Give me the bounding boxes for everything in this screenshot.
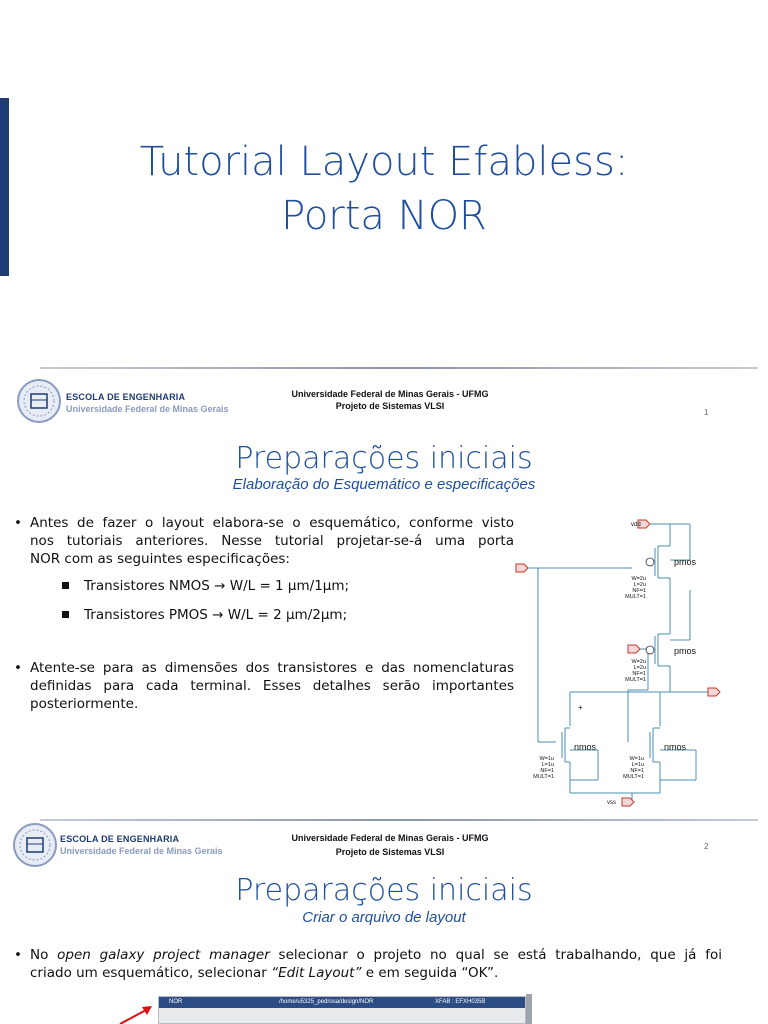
nmos2-w: W=1u <box>629 756 644 762</box>
course-name: Projeto de Sistemas VLSI <box>335 401 445 411</box>
pmos2-l: L=2u <box>633 665 646 671</box>
slide2-header <box>0 822 768 872</box>
pmos1-w: W=2u <box>631 576 646 582</box>
bullet-icon: • <box>14 660 22 676</box>
paragraph-create-layout-line-1: No open galaxy project manager selecionar o projeto no qual se está trabalhando, que já foi <box>30 947 722 963</box>
spec-nmos <box>84 577 349 595</box>
slide1-header <box>0 378 768 428</box>
red-arrow-icon <box>118 1004 158 1024</box>
slide2-subtitle: Criar o arquivo de layout <box>302 909 466 926</box>
pmos1-label: pmos <box>674 557 697 567</box>
square-bullet-icon <box>62 582 69 589</box>
school-subtitle: Universidade Federal de Minas Gerais <box>66 404 229 414</box>
school-subtitle: Universidade Federal de Minas Gerais <box>60 846 223 856</box>
nmos1-l: L=1u <box>541 762 554 768</box>
paragraph-create-layout <box>14 946 722 982</box>
square-bullet-icon <box>62 611 69 618</box>
university-name: Universidade Federal de Minas Gerais - UFMG <box>291 389 489 399</box>
vss-label: vss <box>607 800 616 806</box>
school-logo-icon <box>12 822 58 868</box>
spec-pmos-text: Transistores PMOS → W/L = 2 μm/2μm; <box>84 607 348 623</box>
pmos1-mult: MULT=1 <box>625 594 646 600</box>
course-name: Projeto de Sistemas VLSI <box>335 847 445 857</box>
spec-pmos <box>84 606 347 624</box>
paragraph-attention-line-3: posteriormente. <box>30 696 139 712</box>
slide2-title: Preparações iniciais <box>235 873 533 908</box>
pmos2-w: W=2u <box>631 659 646 665</box>
school-name: ESCOLA DE ENGENHARIA <box>66 392 186 402</box>
title-accent-bar <box>0 98 9 276</box>
nmos2-l: L=1u <box>631 762 644 768</box>
project-name: NOR <box>169 999 183 1005</box>
pmos2-mult: MULT=1 <box>625 677 646 683</box>
school-name: ESCOLA DE ENGENHARIA <box>60 834 180 844</box>
paragraph-attention <box>14 659 514 713</box>
bullet-icon: • <box>14 515 22 531</box>
paragraph-intro-line-1: Antes de fazer o layout elabora-se o esquemático, conforme visto <box>30 515 514 531</box>
paragraph-intro-line-3: NOR com as seguintes especificações: <box>30 551 290 567</box>
paragraph-attention-line-1: Atente-se para as dimensões dos transistores e das nomenclaturas <box>30 660 514 676</box>
paragraph-intro-line-2: nos tutoriais anteriores. Nesse tutorial projetar-se-á uma porta <box>30 533 514 549</box>
project-manager-window[interactable] <box>158 996 526 1024</box>
nmos2-mult: MULT=1 <box>623 774 644 780</box>
page-number: 1 <box>704 408 709 417</box>
nmos2-nf: NF=1 <box>630 768 644 774</box>
vdd-label: vdd <box>631 522 641 528</box>
slide-separator <box>40 367 758 369</box>
spec-nmos-text: Transistores NMOS → W/L = 1 μm/1μm; <box>84 578 350 594</box>
paragraph-create-layout-line-2: criado um esquemático, selecionar “Edit Layout” e em seguida “OK”. <box>30 965 499 981</box>
paragraph-intro <box>14 514 514 568</box>
paragraph-attention-line-2: definidas para cada terminal. Esses detalhes serão importantes <box>30 678 514 694</box>
project-technology: XFAB : EFXH035B <box>435 999 486 1005</box>
svg-text:+: + <box>578 703 583 712</box>
slide1-title: Preparações iniciais <box>235 441 533 476</box>
pmos1-l: L=2u <box>633 582 646 588</box>
title-line-2: Porta NOR <box>281 193 487 239</box>
nmos1-w: W=1u <box>539 756 554 762</box>
project-path: /home/u5325_pedrosa/design/NOR <box>279 999 374 1005</box>
project-row[interactable] <box>159 997 525 1008</box>
pmos1-nf: NF=1 <box>632 588 646 594</box>
bullet-icon: • <box>14 947 22 963</box>
school-logo-icon <box>16 378 62 424</box>
nmos1-label: nmos <box>574 742 597 752</box>
nor-schematic <box>510 510 732 815</box>
slide1-subtitle: Elaboração do Esquemático e especificações <box>232 476 536 493</box>
pmos2-label: pmos <box>674 646 697 656</box>
pmos2-nf: NF=1 <box>632 671 646 677</box>
title-line-1: Tutorial Layout Efabless: <box>139 139 629 185</box>
nmos1-mult: MULT=1 <box>533 774 554 780</box>
window-scrollbar[interactable] <box>526 994 532 1024</box>
university-name: Universidade Federal de Minas Gerais - UFMG <box>291 833 489 843</box>
nmos1-nf: NF=1 <box>540 768 554 774</box>
nmos2-label: nmos <box>664 742 687 752</box>
slide-separator <box>40 819 758 821</box>
page-number: 2 <box>704 842 709 851</box>
